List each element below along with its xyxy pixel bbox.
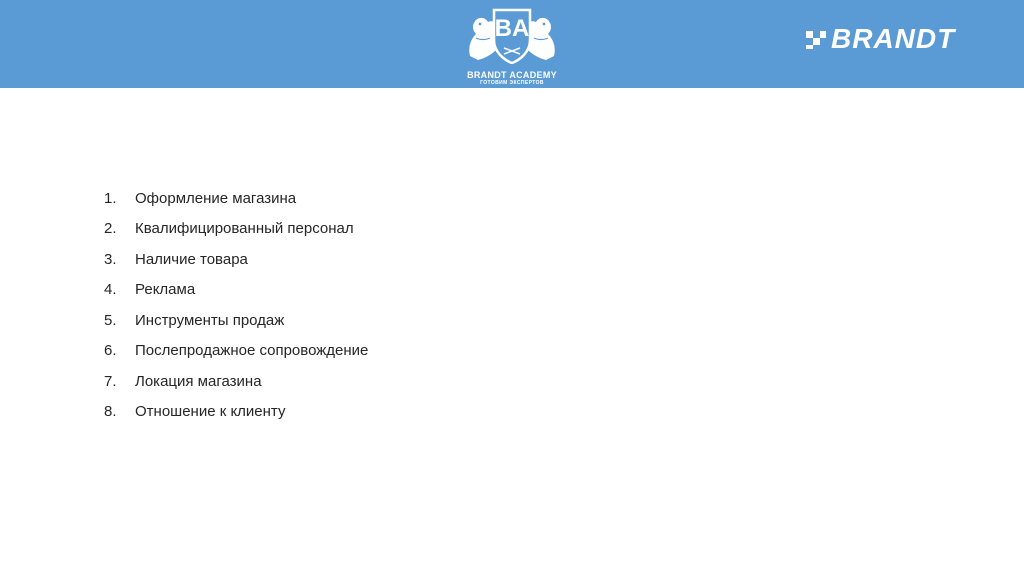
list-item-number: 4. (104, 281, 117, 299)
list-item-text: Оформление магазина (135, 189, 297, 207)
list-item-text: Наличие товара (135, 250, 248, 268)
list-item-number: 5. (104, 311, 117, 329)
list-item-number: 1. (104, 189, 117, 207)
academy-name: BRANDT ACADEMY (467, 70, 557, 80)
factors-list (104, 183, 368, 427)
crest-monogram: BA (494, 15, 530, 42)
list-item-text: Послепродажное сопровождение (135, 342, 369, 360)
list-item-number: 8. (104, 403, 117, 421)
checkered-flag-icon (804, 27, 828, 51)
list-item (104, 336, 368, 367)
list-item (104, 397, 368, 428)
list-item-text: Инструменты продаж (135, 311, 285, 329)
list-item (104, 244, 368, 275)
list-item (104, 183, 368, 214)
list-item-text: Локация магазина (135, 372, 262, 390)
list-item-number: 3. (104, 250, 117, 268)
header-bar (0, 0, 1024, 88)
list-item-text: Реклама (135, 281, 196, 299)
list-item-text: Отношение к клиенту (135, 403, 286, 421)
list-item-number: 7. (104, 372, 117, 390)
brandt-logo (804, 24, 955, 54)
list-item (104, 214, 368, 245)
academy-tagline: ГОТОВИМ ЭКСПЕРТОВ (480, 80, 544, 86)
list-item (104, 275, 368, 306)
list-item (104, 366, 368, 397)
crest-with-lions-icon (464, 6, 560, 64)
list-item-number: 6. (104, 342, 117, 360)
list-item-text: Квалифицированный персонал (135, 220, 354, 238)
brandt-wordmark: BRANDT (831, 23, 956, 54)
list-item (104, 305, 368, 336)
list-item-number: 2. (104, 220, 117, 238)
academy-logo (460, 6, 564, 86)
